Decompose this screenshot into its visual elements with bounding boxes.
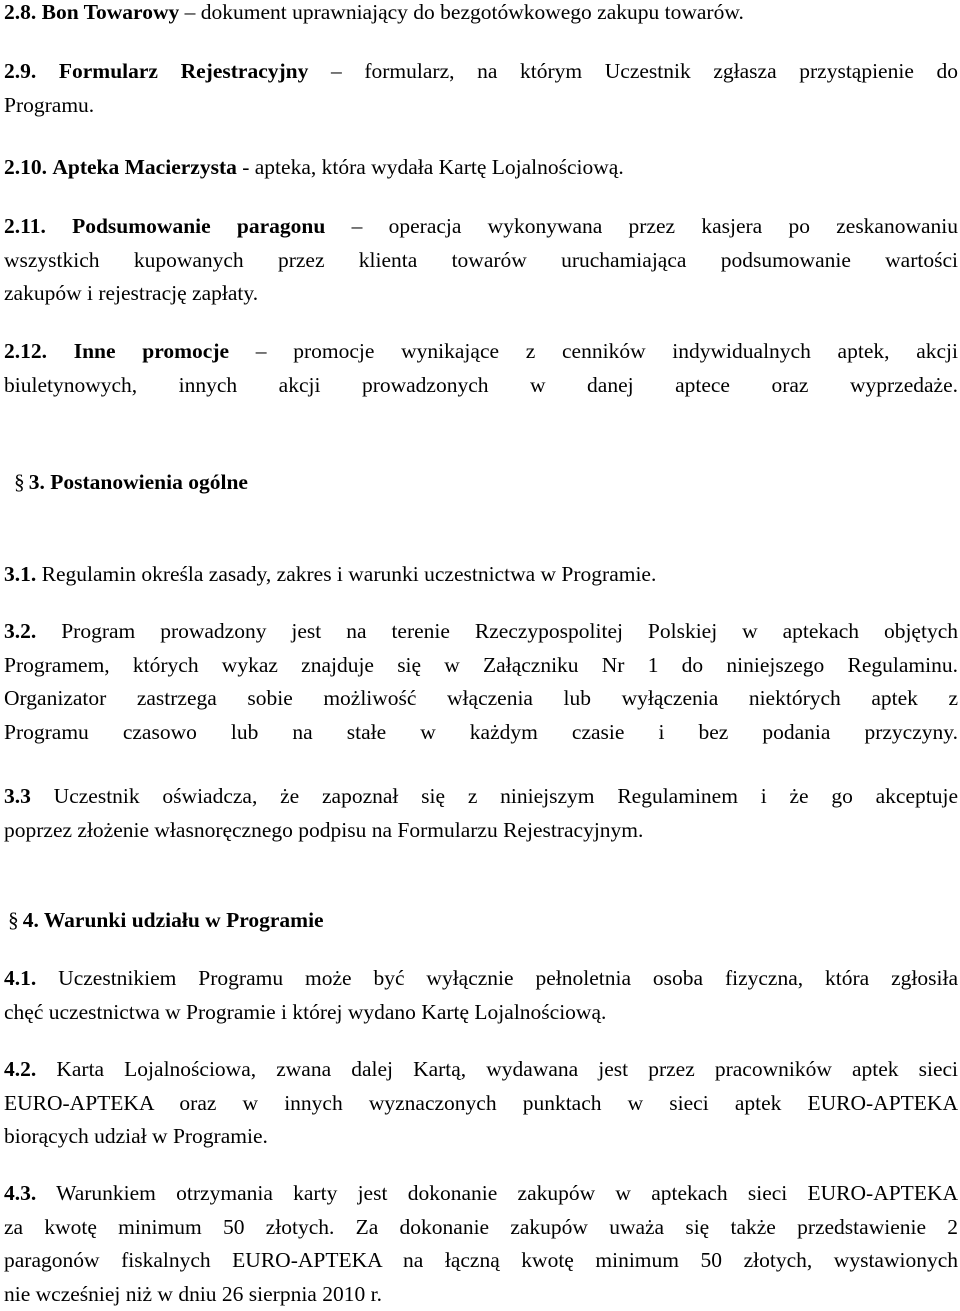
item-number: 3.1. [4, 562, 36, 586]
item-3-2-line-1 [4, 615, 958, 649]
item-text: – dokument uprawniający do bezgotówkowego zakupu towarów. [185, 0, 744, 24]
item-number: 2.10. [4, 155, 47, 179]
item-number: 4.1. [4, 966, 36, 990]
item-text: Karta Lojalnościowa, zwana dalej Kartą, wydawana jest przez pracowników aptek sieci [56, 1057, 958, 1081]
item-2-12-line-2: biuletynowych, innych akcji prowadzonych w danej aptece oraz wyprzedaże. [4, 369, 958, 403]
item-2-11 [4, 210, 958, 311]
item-4-3-line-3: paragonów fiskalnych EURO-APTEKA na łączną kwotę minimum 50 złotych, wystawionych [4, 1244, 958, 1278]
item-2-9 [4, 55, 958, 122]
item-2-10-line-1 [4, 151, 958, 185]
item-4-3 [4, 1177, 958, 1311]
item-text: Uczestnik oświadcza, że zapoznał się z niniejszym Regulaminem i że go akceptuje [54, 784, 958, 808]
item-3-2-line-4: Programu czasowo lub na stałe w każdym czasie i bez podania przyczyny. [4, 716, 958, 750]
item-3-2 [4, 615, 958, 749]
section-4-heading [8, 904, 324, 938]
item-2-8 [4, 0, 958, 30]
item-4-1 [4, 962, 958, 1029]
item-2-11-line-2: wszystkich kupowanych przez klienta towarów uruchamiająca podsumowanie wartości [4, 244, 958, 278]
item-number: 3.3 [4, 784, 31, 808]
item-3-2-line-3: Organizator zastrzega sobie możliwość włączenia lub wyłączenia niektórych aptek z [4, 682, 958, 716]
item-number: 2.11. [4, 214, 46, 238]
item-text: Program prowadzony jest na terenie Rzeczypospolitej Polskiej w aptekach objętych [61, 619, 958, 643]
item-4-3-line-2: za kwotę minimum 50 złotych. Za dokonanie zakupów uważa się także przedstawienie 2 [4, 1211, 958, 1245]
item-text: Regulamin określa zasady, zakres i warunki uczestnictwa w Programie. [42, 562, 657, 586]
section-3-heading [14, 466, 248, 500]
item-2-11-line-3: zakupów i rejestrację zapłaty. [4, 277, 958, 311]
item-2-11-line-1 [4, 210, 958, 244]
item-3-2-line-2: Programem, których wykaz znajduje się w Załączniku Nr 1 do niniejszego Regulaminu. [4, 649, 958, 683]
item-number: 2.12. [4, 339, 47, 363]
item-number: 3.2. [4, 619, 36, 643]
section-title: 4. Warunki udziału w Programie [23, 908, 324, 932]
item-2-12-line-1 [4, 335, 958, 369]
item-2-9-line-1 [4, 55, 958, 89]
item-3-1 [4, 558, 958, 592]
item-text: Warunkiem otrzymania karty jest dokonanie zakupów w aptekach sieci EURO-APTEKA [56, 1181, 958, 1205]
item-text: – operacja wykonywana przez kasjera po zeskanowaniu [352, 214, 958, 238]
item-4-2-line-2: EURO-APTEKA oraz w innych wyznaczonych punktach w sieci aptek EURO-APTEKA [4, 1087, 958, 1121]
item-2-10 [4, 151, 958, 185]
defined-term: Formularz Rejestracyjny [59, 59, 308, 83]
section-symbol: § [8, 908, 19, 932]
item-text: Uczestnikiem Programu może być wyłącznie pełnoletnia osoba fizyczna, która zgłosiła [58, 966, 958, 990]
item-4-2-line-3: biorących udział w Programie. [4, 1120, 958, 1154]
item-3-1-line-1 [4, 558, 958, 592]
defined-term: Apteka Macierzysta [52, 155, 236, 179]
item-4-3-line-4: nie wcześniej niż w dniu 26 sierpnia 2010 r. [4, 1278, 958, 1311]
item-4-3-line-1 [4, 1177, 958, 1211]
item-4-1-line-1 [4, 962, 958, 996]
item-number: 2.8. [4, 0, 36, 24]
item-3-3 [4, 780, 958, 847]
item-4-1-line-2: chęć uczestnictwa w Programie i której wydano Kartę Lojalnościową. [4, 996, 958, 1030]
item-text: – promocje wynikające z cenników indywidualnych aptek, akcji [256, 339, 958, 363]
defined-term: Bon Towarowy [42, 0, 180, 24]
item-2-8-line-1 [4, 0, 958, 30]
item-2-9-line-2: Programu. [4, 89, 958, 123]
item-2-12 [4, 335, 958, 402]
item-text: - apteka, która wydała Kartę Lojalnościową. [242, 155, 623, 179]
item-4-2-line-1 [4, 1053, 958, 1087]
defined-term: Podsumowanie paragonu [72, 214, 325, 238]
section-title: 3. Postanowienia ogólne [29, 470, 248, 494]
item-number: 2.9. [4, 59, 36, 83]
section-symbol: § [14, 470, 25, 494]
item-4-2 [4, 1053, 958, 1154]
item-3-3-line-2: poprzez złożenie własnoręcznego podpisu na Formularzu Rejestracyjnym. [4, 814, 958, 848]
defined-term: Inne promocje [74, 339, 229, 363]
item-number: 4.2. [4, 1057, 36, 1081]
item-3-3-line-1 [4, 780, 958, 814]
item-text: – formularz, na którym Uczestnik zgłasza przystąpienie do [331, 59, 958, 83]
item-number: 4.3. [4, 1181, 36, 1205]
